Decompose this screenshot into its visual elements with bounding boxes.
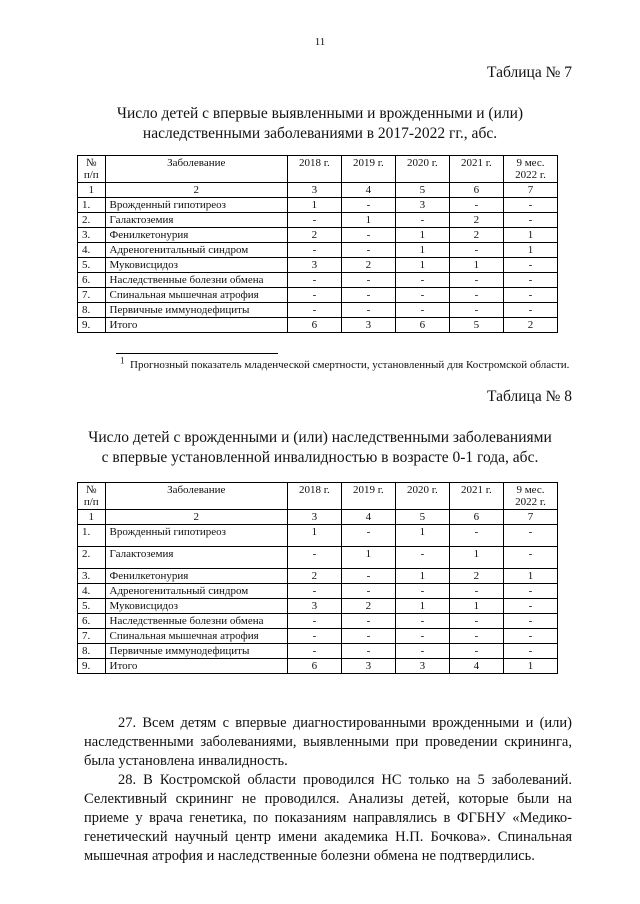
column-number: 5 (395, 183, 449, 198)
value-cell: 2 (449, 213, 503, 228)
value-cell: - (341, 228, 395, 243)
value-cell: 1 (503, 243, 557, 258)
disease-name: Адреногенитальный синдром (105, 243, 287, 258)
disease-name: Фенилкетонурия (105, 228, 287, 243)
table8-title (60, 428, 580, 468)
value-cell: - (341, 303, 395, 318)
header-2021: 2021 г. (449, 483, 503, 510)
column-number: 2 (105, 510, 287, 525)
table8-header-row (78, 483, 558, 510)
disease-name: Первичные иммунодефициты (105, 644, 287, 659)
table-row (78, 213, 558, 228)
value-cell: 1 (503, 659, 557, 674)
table-row (78, 569, 558, 584)
value-cell: - (449, 629, 503, 644)
value-cell: 2 (287, 228, 341, 243)
disease-name: Спинальная мышечная атрофия (105, 288, 287, 303)
value-cell: 1 (395, 569, 449, 584)
footnote-text: Прогнозный показатель младенческой смертности, установленный для Костромской области. (130, 359, 570, 371)
value-cell: - (287, 547, 341, 569)
table7-title-line1: Число детей с впервые выявленными и врожденными и (или) (116, 105, 524, 122)
table7-title (60, 104, 580, 144)
column-numbering-row (78, 183, 558, 198)
value-cell: - (341, 644, 395, 659)
value-cell: - (341, 273, 395, 288)
value-cell: - (395, 303, 449, 318)
value-cell: 1 (395, 243, 449, 258)
disease-name: Муковисцидоз (105, 599, 287, 614)
row-number: 2. (78, 213, 106, 228)
footnote (116, 357, 574, 373)
paragraph-28 (84, 771, 572, 866)
header-2018: 2018 г. (287, 483, 341, 510)
value-cell: - (449, 198, 503, 213)
value-cell: - (287, 303, 341, 318)
table8-label: Таблица № 8 (487, 388, 572, 405)
value-cell: - (449, 303, 503, 318)
header-9m2022: 9 мес. 2022 г. (503, 156, 557, 183)
header-disease: Заболевание (105, 156, 287, 183)
value-cell: - (287, 243, 341, 258)
table-row (78, 584, 558, 599)
row-number: 6. (78, 273, 106, 288)
column-number: 3 (287, 183, 341, 198)
value-cell: 1 (449, 547, 503, 569)
value-cell: - (503, 584, 557, 599)
value-cell: 1 (503, 569, 557, 584)
value-cell: - (341, 569, 395, 584)
value-cell: 2 (503, 318, 557, 333)
paragraph-27 (84, 714, 572, 771)
table-row (78, 288, 558, 303)
value-cell: 2 (341, 599, 395, 614)
header-2019: 2019 г. (341, 483, 395, 510)
disease-name: Врожденный гипотиреоз (105, 198, 287, 213)
disease-name: Наследственные болезни обмена (105, 273, 287, 288)
column-number: 3 (287, 510, 341, 525)
value-cell: - (503, 303, 557, 318)
table7 (77, 155, 558, 333)
table7-header-row (78, 156, 558, 183)
column-number: 4 (341, 183, 395, 198)
row-number: 1. (78, 198, 106, 213)
page-number: 11 (314, 36, 326, 48)
value-cell: - (503, 213, 557, 228)
table-row (78, 629, 558, 644)
value-cell: 1 (395, 228, 449, 243)
column-number: 4 (341, 510, 395, 525)
value-cell: - (395, 288, 449, 303)
value-cell: - (395, 273, 449, 288)
table-row (78, 599, 558, 614)
value-cell: 6 (287, 659, 341, 674)
value-cell: - (341, 198, 395, 213)
column-number: 7 (503, 510, 557, 525)
value-cell: - (449, 243, 503, 258)
table-row (78, 243, 558, 258)
value-cell: - (287, 644, 341, 659)
row-number: 6. (78, 614, 106, 629)
value-cell: 2 (341, 258, 395, 273)
value-cell: 1 (341, 547, 395, 569)
value-cell: - (449, 614, 503, 629)
disease-name: Первичные иммунодефициты (105, 303, 287, 318)
header-2019: 2019 г. (341, 156, 395, 183)
table-row (78, 198, 558, 213)
value-cell: 3 (287, 599, 341, 614)
paragraph-27-text: 27. Всем детям с впервые диагностированными врожденными и (или) наследственными заболеваниями, выявленными при проведении скрининга, была установлена инвалидность. (84, 715, 572, 769)
column-number: 1 (78, 183, 106, 198)
row-number: 4. (78, 243, 106, 258)
value-cell: - (287, 213, 341, 228)
disease-name: Галактоземия (105, 213, 287, 228)
header-num: № п/п (78, 483, 106, 510)
value-cell: - (395, 584, 449, 599)
table-row (78, 659, 558, 674)
table-row (78, 303, 558, 318)
table8-title-line1: Число детей с врожденными и (или) наследственными заболеваниями (88, 429, 552, 446)
column-number: 6 (449, 510, 503, 525)
value-cell: - (449, 525, 503, 547)
value-cell: - (341, 243, 395, 258)
value-cell: 1 (449, 258, 503, 273)
value-cell: 3 (341, 659, 395, 674)
value-cell: - (395, 213, 449, 228)
value-cell: - (503, 644, 557, 659)
value-cell: - (287, 614, 341, 629)
column-number: 7 (503, 183, 557, 198)
disease-name: Фенилкетонурия (105, 569, 287, 584)
value-cell: - (395, 614, 449, 629)
value-cell: 2 (287, 569, 341, 584)
value-cell: 3 (395, 198, 449, 213)
header-2021: 2021 г. (449, 156, 503, 183)
disease-name: Врожденный гипотиреоз (105, 525, 287, 547)
value-cell: 1 (395, 525, 449, 547)
header-disease: Заболевание (105, 483, 287, 510)
disease-name: Итого (105, 659, 287, 674)
value-cell: 3 (341, 318, 395, 333)
table-row (78, 228, 558, 243)
table7-title-line2: наследственными заболеваниями в 2017-2022 гг., абс. (142, 125, 498, 142)
disease-name: Наследственные болезни обмена (105, 614, 287, 629)
value-cell: - (341, 584, 395, 599)
header-num: № п/п (78, 156, 106, 183)
value-cell: 2 (449, 569, 503, 584)
table7-label: Таблица № 7 (487, 64, 572, 81)
value-cell: 1 (449, 599, 503, 614)
value-cell: - (287, 273, 341, 288)
column-number: 1 (78, 510, 106, 525)
value-cell: 6 (287, 318, 341, 333)
value-cell: - (503, 629, 557, 644)
value-cell: - (503, 525, 557, 547)
value-cell: 1 (395, 599, 449, 614)
value-cell: - (503, 599, 557, 614)
table-row (78, 644, 558, 659)
value-cell: - (503, 614, 557, 629)
table-row (78, 273, 558, 288)
table-row (78, 547, 558, 569)
disease-name: Спинальная мышечная атрофия (105, 629, 287, 644)
row-number: 2. (78, 547, 106, 569)
header-2018: 2018 г. (287, 156, 341, 183)
value-cell: 4 (449, 659, 503, 674)
value-cell: - (341, 288, 395, 303)
row-number: 5. (78, 599, 106, 614)
value-cell: 1 (287, 525, 341, 547)
value-cell: 1 (395, 258, 449, 273)
table-row (78, 318, 558, 333)
value-cell: 1 (341, 213, 395, 228)
row-number: 8. (78, 644, 106, 659)
value-cell: - (449, 288, 503, 303)
value-cell: - (287, 629, 341, 644)
value-cell: 1 (503, 228, 557, 243)
value-cell: - (341, 629, 395, 644)
row-number: 7. (78, 629, 106, 644)
value-cell: - (503, 273, 557, 288)
paragraph-28-text: 28. В Костромской области проводился НС только на 5 заболеваний. Селективный скрининг не проводился. Анализы детей, которые были на приеме у врача генетика, по показаниям направлялись в ФГБНУ «Медико-генетический научный центр имени академика Н.П. Бочкова». Спинальная мышечная атрофия и наследственные болезни обмена не подтвердились. (84, 772, 572, 864)
value-cell: - (395, 629, 449, 644)
value-cell: - (341, 525, 395, 547)
value-cell: - (395, 644, 449, 659)
row-number: 9. (78, 659, 106, 674)
column-number: 2 (105, 183, 287, 198)
disease-name: Галактоземия (105, 547, 287, 569)
value-cell: 3 (395, 659, 449, 674)
row-number: 3. (78, 228, 106, 243)
value-cell: - (395, 547, 449, 569)
value-cell: - (449, 273, 503, 288)
disease-name: Адреногенитальный синдром (105, 584, 287, 599)
header-9m2022: 9 мес. 2022 г. (503, 483, 557, 510)
row-number: 5. (78, 258, 106, 273)
column-number: 5 (395, 510, 449, 525)
value-cell: 1 (287, 198, 341, 213)
column-numbering-row (78, 510, 558, 525)
disease-name: Итого (105, 318, 287, 333)
row-number: 3. (78, 569, 106, 584)
table-row (78, 614, 558, 629)
header-2020: 2020 г. (395, 483, 449, 510)
table8 (77, 482, 558, 674)
value-cell: - (503, 547, 557, 569)
value-cell: - (287, 288, 341, 303)
footnote-separator (116, 353, 278, 354)
row-number: 1. (78, 525, 106, 547)
value-cell: - (503, 198, 557, 213)
row-number: 7. (78, 288, 106, 303)
table-row (78, 258, 558, 273)
disease-name: Муковисцидоз (105, 258, 287, 273)
row-number: 4. (78, 584, 106, 599)
value-cell: - (449, 644, 503, 659)
value-cell: 3 (287, 258, 341, 273)
value-cell: 2 (449, 228, 503, 243)
row-number: 8. (78, 303, 106, 318)
table8-title-line2: с впервые установленной инвалидностью в возрасте 0-1 года, абс. (101, 449, 539, 466)
table-row (78, 525, 558, 547)
value-cell: 6 (395, 318, 449, 333)
row-number: 9. (78, 318, 106, 333)
value-cell: - (287, 584, 341, 599)
header-2020: 2020 г. (395, 156, 449, 183)
value-cell: 5 (449, 318, 503, 333)
value-cell: - (503, 288, 557, 303)
value-cell: - (503, 258, 557, 273)
value-cell: - (341, 614, 395, 629)
column-number: 6 (449, 183, 503, 198)
footnote-marker: 1 (120, 355, 125, 366)
value-cell: - (449, 584, 503, 599)
